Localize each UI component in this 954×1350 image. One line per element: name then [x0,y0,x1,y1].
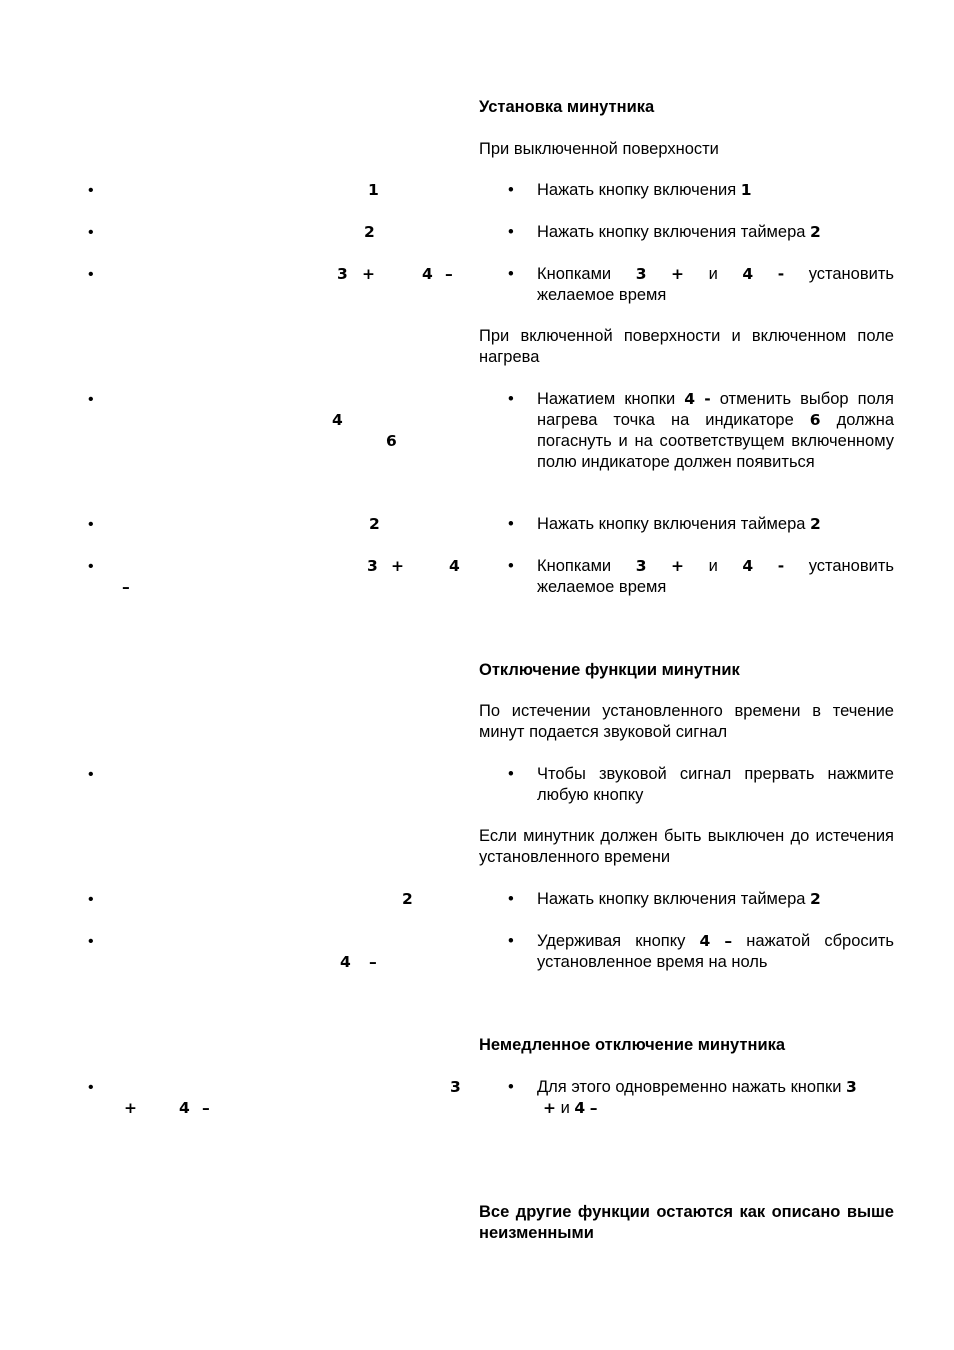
list-item-text: Нажать кнопку включения таймера [537,223,811,241]
key-number: 2 [810,515,821,533]
key-number: 1 [740,181,752,199]
key-symbol: - [777,557,785,575]
key-symbol: + [124,1099,137,1117]
list-item-line [537,556,894,577]
list-bullet: • [88,516,94,533]
indicator-number: 6 [809,411,821,429]
key-symbol: + [543,1099,556,1117]
key-symbol: - [704,390,711,408]
list-item-text: Нажать кнопку включения таймера [537,515,811,533]
list-item-text: Удерживая кнопку [537,932,700,950]
key-number: 2 [810,223,821,241]
list-item-text: Нажать кнопку включения таймера [537,890,811,908]
key-number: 2 [369,515,380,533]
list-item-line: желаемое время [537,286,667,304]
key-symbol: + [391,557,404,575]
paragraph: При выключенной поверхности [479,140,719,158]
list-item-text: должна погаснуть и на соответствущем включенному полю индикаторе должен появиться [537,411,894,471]
closing-note: Все другие функции остаются как описано выше неизменными [479,1203,894,1242]
key-number: 4 [179,1099,190,1117]
key-number: 4 [422,265,433,283]
list-item-text: отменить выбор поля нагрева точка на индикаторе [537,390,894,429]
list-bullet: • [88,224,94,241]
list-bullet: • [508,765,514,783]
key-number: 3 [337,265,348,283]
list-item-text: нажатой сбросить установленное время на ноль [537,932,895,971]
key-symbol: – [445,265,453,283]
paragraph: Если минутник должен быть выключен до истечения установленного времени [479,827,894,866]
key-number: 4 [699,932,711,950]
list-item [537,180,894,201]
list-item [537,264,894,306]
list-item [537,389,894,473]
list-bullet: • [88,391,94,408]
section-title: Немедленное отключение минутника [479,1036,786,1054]
key-number: 4 [684,390,696,408]
key-symbol: + [362,265,375,283]
key-symbol: – [202,1099,210,1117]
section-title: Отключение функции минутник [479,661,740,679]
list-bullet: • [508,181,514,199]
list-bullet: • [508,223,514,241]
list-item-text: Нажатием кнопки [537,390,685,408]
list-item-text: Кнопками [537,557,612,575]
key-number: 3 [635,265,647,283]
key-symbol: – [369,953,377,971]
list-item-text: Для этого одновременно нажать кнопки [537,1078,847,1096]
list-item [537,1077,894,1119]
indicator-number: 6 [386,432,397,450]
key-number: 2 [810,890,821,908]
list-bullet: • [508,265,514,283]
list-bullet: • [508,890,514,908]
list-item-text: Кнопками [537,265,612,283]
paragraph: По истечении установленного времени в течение минут подается звуковой сигнал [479,702,894,741]
list-item-line [537,264,894,285]
key-symbol: - [777,265,785,283]
key-number: 2 [402,890,413,908]
key-symbol: – [122,578,130,596]
list-item-text: и [708,557,718,575]
list-bullet: • [508,390,514,408]
list-item [537,931,894,973]
list-item [537,514,894,535]
list-item-text: Нажать кнопку включения [537,181,741,199]
list-item-text: и [708,265,718,283]
list-item-text: установить [808,557,894,575]
key-number: 1 [368,181,379,199]
key-number: 3 [846,1078,857,1096]
key-symbol: – [589,1099,598,1117]
key-number: 4 [742,557,754,575]
list-bullet: • [508,557,514,575]
key-number: 4 [449,557,460,575]
list-bullet: • [88,266,94,283]
key-number: 3 [367,557,378,575]
list-bullet: • [508,515,514,533]
list-bullet: • [88,891,94,908]
key-number: 4 [340,953,351,971]
key-number: 4 [332,411,343,429]
key-symbol: – [724,932,733,950]
list-item-line: желаемое время [537,578,667,596]
key-number: 4 [742,265,754,283]
list-bullet: • [88,933,94,950]
list-item-text: установить [808,265,894,283]
list-bullet: • [88,766,94,783]
list-bullet: • [88,1079,94,1096]
list-item: Чтобы звуковой сигнал прервать нажмите любую кнопку [537,765,894,804]
list-bullet: • [88,182,94,199]
list-bullet: • [508,932,514,950]
paragraph: При включенной поверхности и включенном поле нагрева [479,327,894,366]
section-title: Установка минутника [479,98,655,116]
list-item [537,222,894,243]
key-number: 2 [364,223,375,241]
list-item-text: и [556,1099,575,1117]
key-symbol: + [671,265,685,283]
list-bullet: • [88,558,94,575]
list-bullet: • [508,1078,514,1096]
list-item [537,889,894,910]
key-number: 3 [450,1078,461,1096]
list-item [537,556,894,598]
key-number: 4 [574,1099,586,1117]
key-number: 3 [635,557,647,575]
key-symbol: + [671,557,685,575]
